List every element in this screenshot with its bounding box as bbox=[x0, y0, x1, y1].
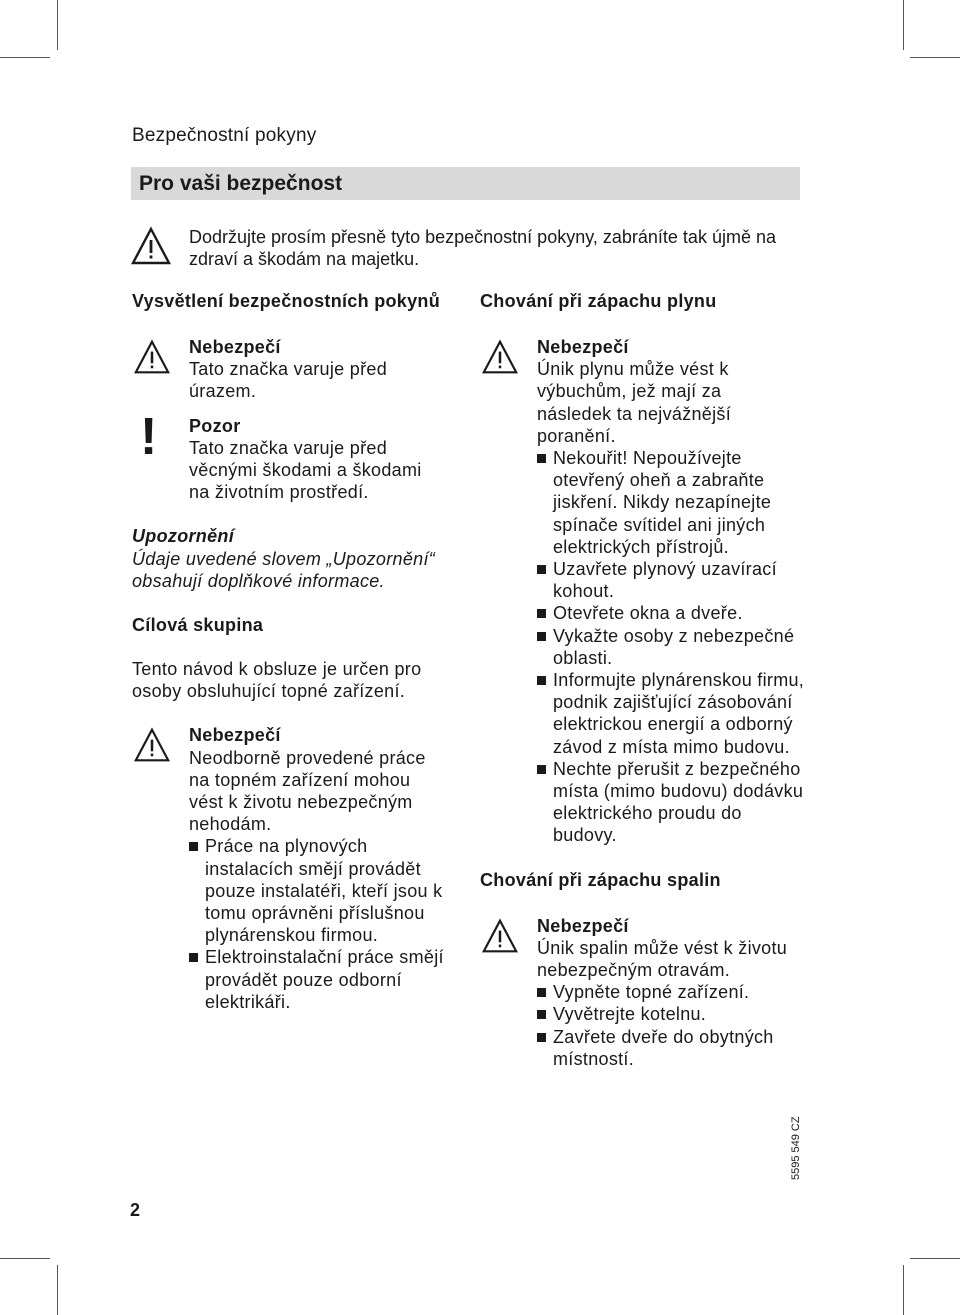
crop-mark bbox=[0, 1258, 50, 1259]
page-title: Pro vaši bezpečnost bbox=[139, 172, 343, 195]
danger2-text: Neodborně provedené práce na topném zařízení mohou vést k životu nebezpečným nehodám. bbox=[189, 747, 426, 835]
danger-text: Tato značka varuje před úrazem. bbox=[189, 359, 388, 402]
crop-mark bbox=[910, 57, 960, 58]
danger2-list bbox=[189, 835, 449, 1013]
flue-danger-title: Nebezpečí bbox=[537, 915, 629, 936]
warning-triangle-icon bbox=[480, 918, 520, 954]
flue-danger-list bbox=[537, 981, 797, 1070]
gas-danger-text: Únik plynu může vést k výbuchům, jež mají za následek ta nejvážnější poranění. bbox=[537, 359, 732, 446]
list-item: Vypněte topné zařízení. bbox=[537, 981, 797, 1003]
danger2-title: Nebezpečí bbox=[189, 725, 281, 746]
document-code: 5595 549 CZ bbox=[790, 1116, 802, 1180]
target-heading: Cílová skupina bbox=[132, 615, 264, 636]
exclamation-icon: ! bbox=[140, 407, 158, 466]
gas-danger-note bbox=[480, 336, 810, 847]
gas-danger-title: Nebezpečí bbox=[537, 337, 629, 357]
flue-danger-note bbox=[480, 915, 810, 1070]
warning-triangle-icon bbox=[132, 339, 172, 375]
note-title: Upozornění bbox=[132, 526, 234, 547]
flue-heading: Chování při zápachu spalin bbox=[480, 869, 721, 890]
list-item: Zavřete dveře do obytných místností. bbox=[537, 1026, 797, 1070]
section-heading: Vysvětlení bezpečnostních pokynů bbox=[132, 291, 441, 311]
gas-heading: Chování při zápachu plynu bbox=[480, 291, 717, 311]
crop-mark bbox=[903, 0, 904, 50]
target-text: Tento návod k obsluze je určen pro osoby obsluhující topné zařízení. bbox=[132, 659, 422, 702]
intro-text: Dodržujte prosím přesně tyto bezpečnostní pokyny, zabráníte tak újmě na zdraví a škodám na majetku. bbox=[189, 227, 776, 269]
right-column bbox=[480, 290, 810, 1070]
crop-mark bbox=[57, 1265, 58, 1315]
list-item: Vykažte osoby z nebezpečné oblasti. bbox=[537, 625, 805, 669]
note-block bbox=[132, 525, 462, 592]
crop-mark bbox=[0, 57, 50, 58]
page-number: 2 bbox=[130, 1200, 141, 1220]
list-item: Elektroinstalační práce smějí provádět pouze odborní elektrikáři. bbox=[189, 946, 449, 1013]
flue-danger-text: Únik spalin může vést k životu nebezpečným otravám. bbox=[537, 937, 788, 981]
warning-triangle-icon bbox=[132, 727, 172, 763]
list-item: Nekouřit! Nepoužívejte otevřený oheň a zabraňte jiskření. Nikdy nezapínejte spínače svítidel ani jiných elektrických přístrojů. bbox=[537, 447, 805, 558]
caution-text: Tato značka varuje před věcnými škodami a škodami na životním prostředí. bbox=[189, 437, 422, 503]
title-bar bbox=[131, 167, 800, 200]
caution-note bbox=[132, 407, 462, 504]
danger-note bbox=[132, 336, 462, 403]
list-item: Uzavřete plynový uzavírací kohout. bbox=[537, 558, 805, 602]
danger-title: Nebezpečí bbox=[189, 337, 281, 357]
left-column bbox=[132, 290, 462, 1013]
warning-triangle-icon bbox=[131, 226, 171, 266]
caution-title: Pozor bbox=[189, 415, 241, 436]
list-item: Informujte plynárenskou firmu, podnik zajišťující zásobování elektrickou energií a odborný závod z místa mimo budovu. bbox=[537, 669, 805, 758]
note-text: Údaje uvedené slovem „Upozornění“ obsahují doplňkové informace. bbox=[132, 548, 436, 591]
list-item: Nechte přerušit z bezpečného místa (mimo budovu) dodávku elektrického proudu do budovy. bbox=[537, 758, 805, 847]
section-header: Bezpečnostní pokyny bbox=[132, 125, 317, 146]
list-item: Vyvětrejte kotelnu. bbox=[537, 1003, 797, 1025]
list-item: Práce na plynových instalacích smějí provádět pouze instalatéři, kteří jsou k tomu oprávněni příslušnou plynárenskou firmou. bbox=[189, 835, 449, 946]
crop-mark bbox=[910, 1258, 960, 1259]
warning-triangle-icon bbox=[480, 339, 520, 375]
crop-mark bbox=[57, 0, 58, 50]
list-item: Otevřete okna a dveře. bbox=[537, 602, 805, 624]
crop-mark bbox=[903, 1265, 904, 1315]
gas-danger-list bbox=[537, 447, 805, 847]
danger-note-2 bbox=[132, 724, 462, 1013]
